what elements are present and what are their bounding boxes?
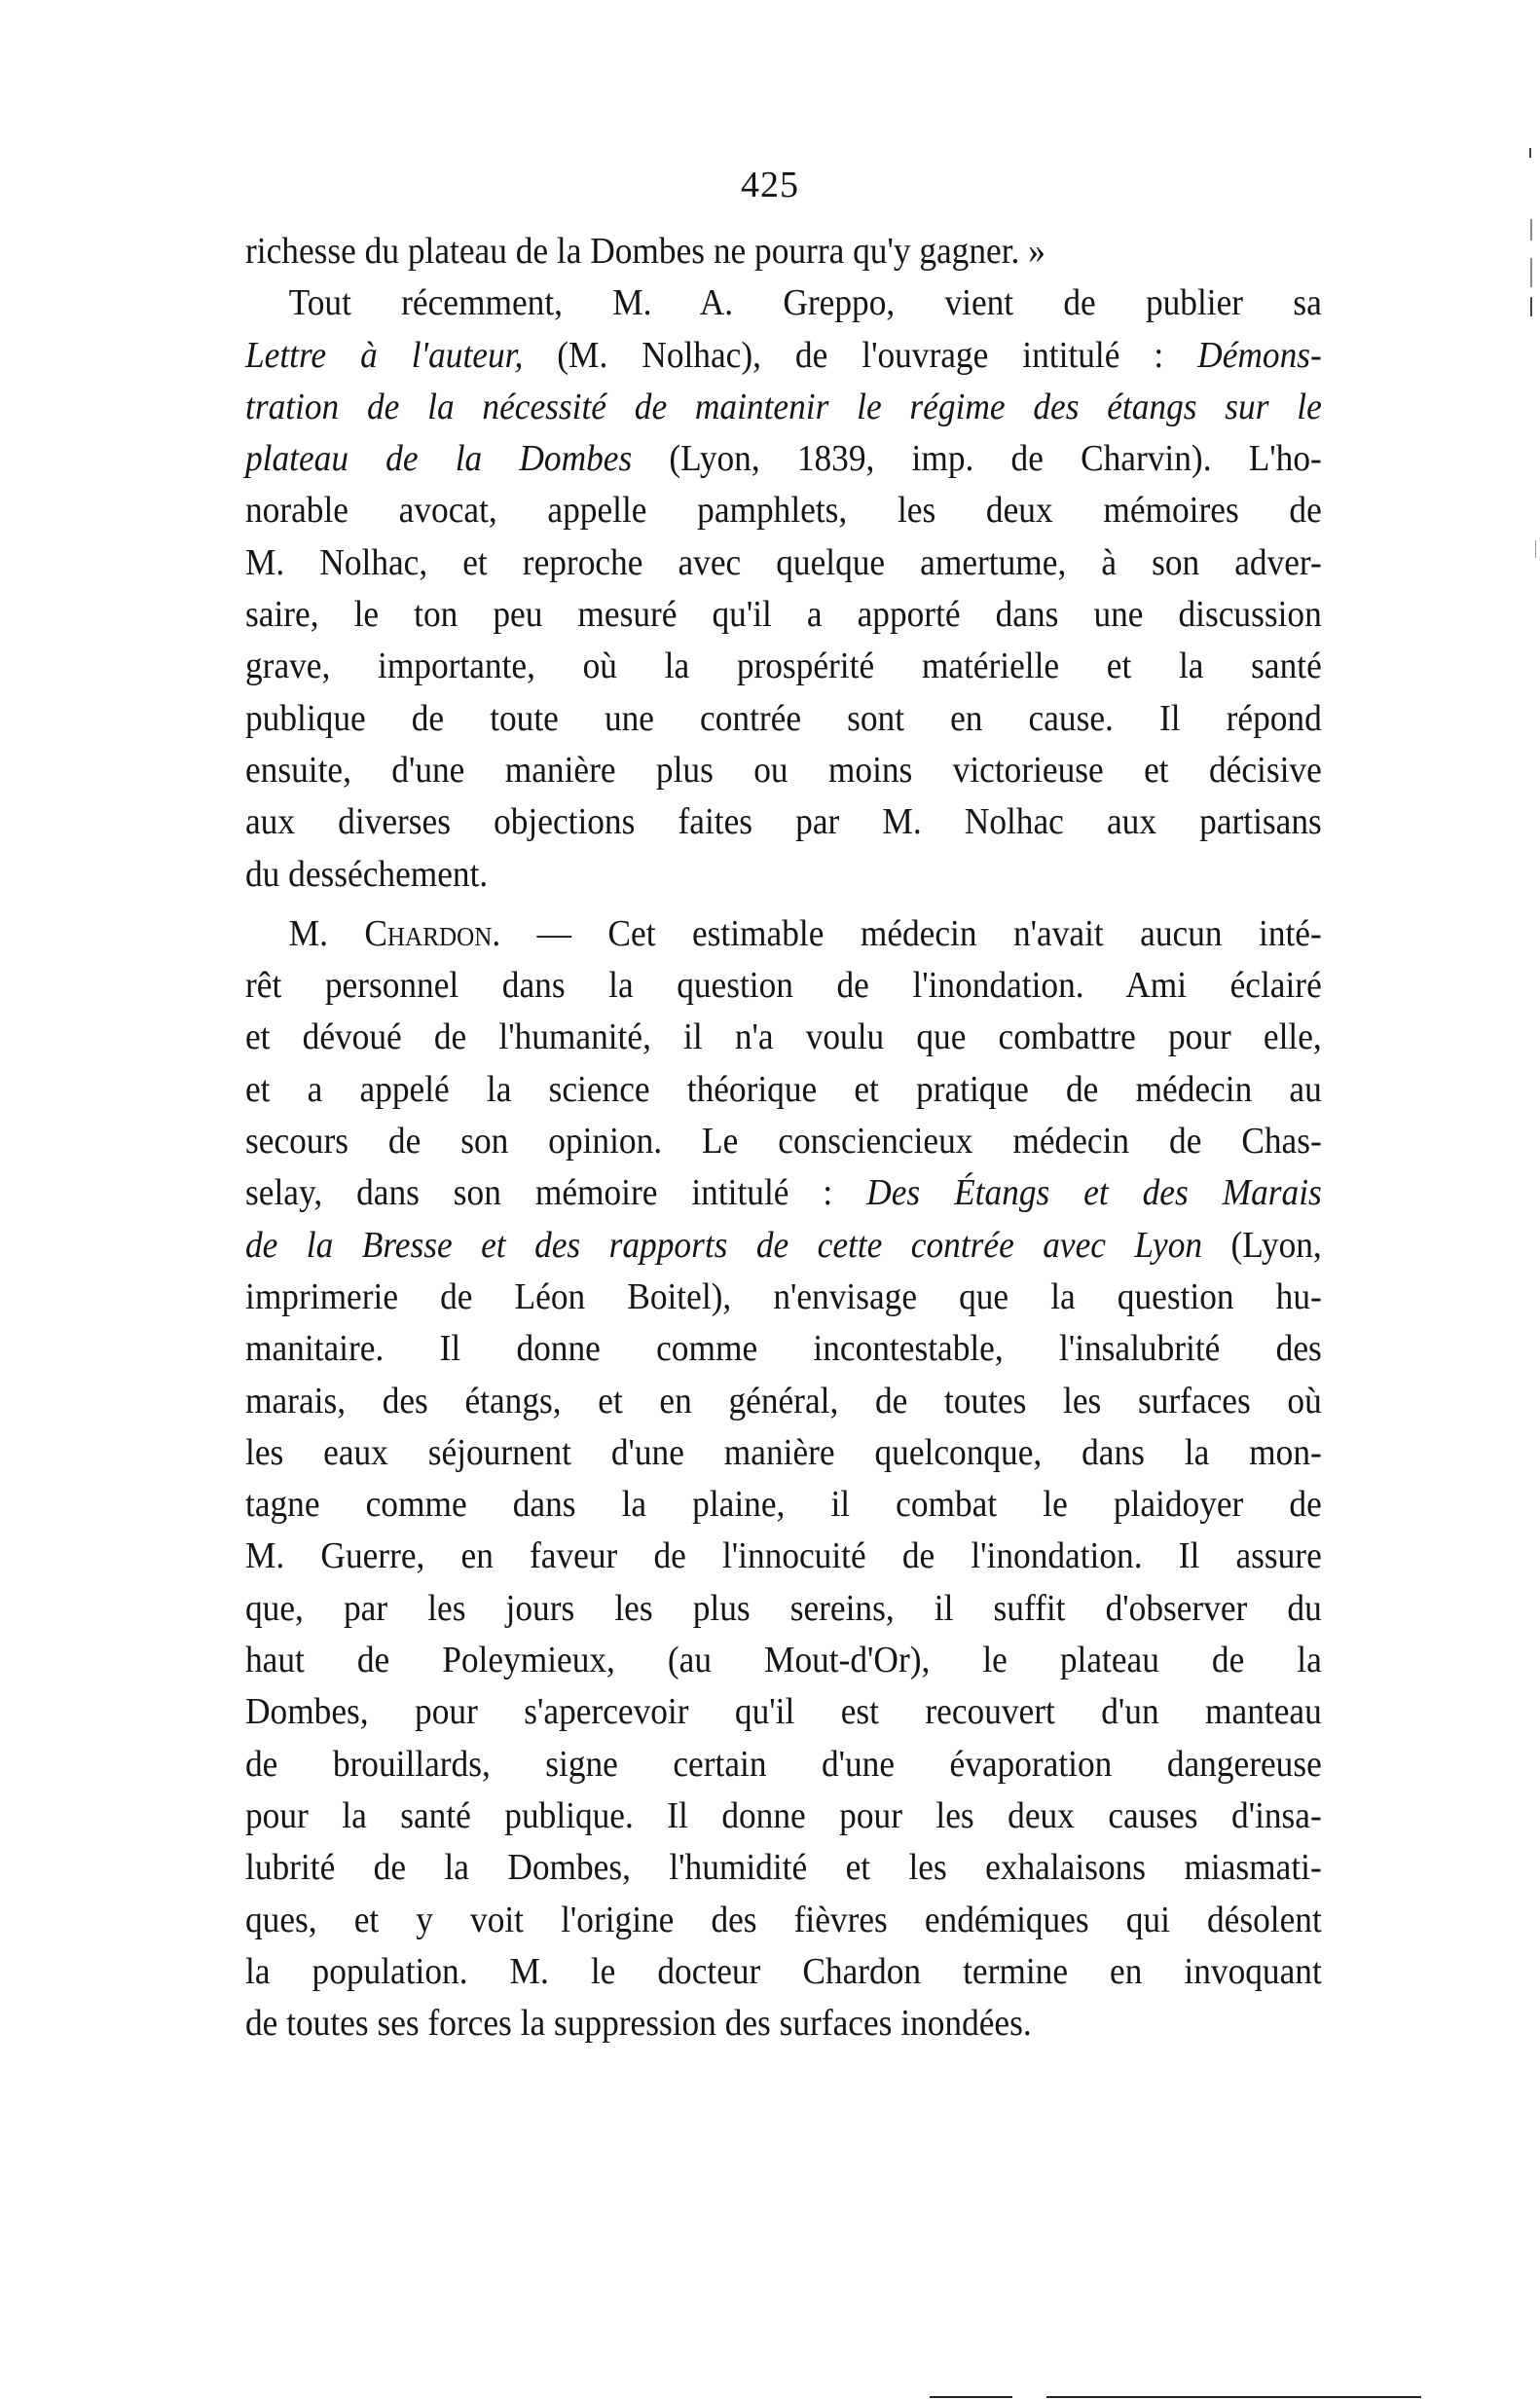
text-line — [245, 908, 1322, 960]
text-line — [245, 693, 1322, 745]
text-segment: (Lyon, — [1202, 1224, 1322, 1266]
text-segment: (Lyon, 1839, imp. de Charvin). L'ho- — [632, 438, 1322, 480]
text-segment: imprimerie de Léon Boitel), n'envisage que la question hu- — [245, 1275, 1322, 1317]
text-segment: selay, dans son mémoire intitulé : — [245, 1172, 867, 1214]
page-number: 425 — [741, 165, 799, 205]
text-segment: publique de toute une contrée sont en cause. Il répond — [245, 697, 1322, 739]
text-line — [245, 641, 1322, 692]
text-line — [245, 1635, 1322, 1686]
text-segment: tagne comme dans la plaine, il combat le plaidoyer de — [245, 1484, 1322, 1526]
text-line — [245, 796, 1322, 848]
text-segment: haut de Poleymieux, (au Mout-d'Or), le plateau de la — [245, 1640, 1322, 1681]
text-line — [245, 382, 1322, 433]
scan-edge-mark — [1530, 258, 1532, 287]
text-line — [245, 330, 1322, 382]
text-segment: norable avocat, appelle pamphlets, les deux mémoires de — [245, 490, 1322, 532]
text-line — [245, 485, 1322, 536]
text-line — [245, 1220, 1322, 1272]
text-line — [245, 226, 1322, 277]
text-segment: ensuite, d'une manière plus ou moins victorieuse et décisive — [245, 749, 1322, 791]
text-line — [245, 433, 1322, 485]
text-segment: grave, importante, où la prospérité matérielle et la santé — [245, 646, 1322, 687]
text-segment: du desséchement. — [245, 853, 489, 895]
text-line — [245, 277, 1322, 329]
scan-edge-mark — [1530, 297, 1532, 316]
body-text — [245, 226, 1322, 2049]
text-line — [245, 1739, 1322, 1791]
text-segment: marais, des étangs, et en général, de toutes les surfaces où — [245, 1380, 1322, 1422]
text-line — [245, 1427, 1322, 1479]
text-segment: richesse du plateau de la Dombes ne pourra qu'y gagner. » — [245, 231, 1045, 272]
italic-title-text: de la Bresse et des rapports de cette contrée avec Lyon — [245, 1224, 1203, 1266]
text-segment: saire, le ton peu mesuré qu'il a apporté dans une discussion — [245, 594, 1322, 636]
text-segment: les eaux séjournent d'une manière quelconque, dans la mon- — [245, 1431, 1322, 1473]
text-line — [245, 1064, 1322, 1116]
text-segment: lubrité de la Dombes, l'humidité et les exhalaisons miasmati- — [245, 1847, 1322, 1889]
text-line — [245, 1842, 1322, 1894]
text-line — [245, 1376, 1322, 1427]
bottom-rule-left — [930, 2396, 1012, 2398]
text-line — [245, 1583, 1322, 1635]
text-segment: la population. M. le docteur Chardon termine en invoquant — [245, 1950, 1322, 1992]
text-segment: M. — [288, 912, 365, 954]
text-line — [245, 1167, 1322, 1219]
italic-title-text: Des Étangs et des Marais — [866, 1172, 1322, 1214]
text-segment: rêt personnel dans la question de l'inondation. Ami éclairé — [245, 965, 1322, 1007]
italic-title-text: Démons- — [1197, 334, 1322, 376]
text-segment: manitaire. Il donne comme incontestable, l'insalubrité des — [245, 1328, 1322, 1370]
bottom-rule-right — [1046, 2396, 1421, 2398]
text-line — [245, 1479, 1322, 1531]
text-line — [245, 849, 1322, 901]
scan-edge-mark — [1530, 219, 1532, 240]
text-segment: Tout récemment, M. A. Greppo, vient de publier sa — [288, 282, 1322, 324]
text-line — [245, 1895, 1322, 1946]
small-caps-name: Chardon — [364, 912, 493, 954]
scan-edge-mark — [1535, 540, 1536, 558]
text-segment: (M. Nolhac), de l'ouvrage intitulé : — [523, 334, 1198, 376]
text-line — [245, 1531, 1322, 1582]
text-line — [245, 745, 1322, 796]
text-segment: pour la santé publique. Il donne pour les deux causes d'insa- — [245, 1794, 1322, 1836]
text-segment: et dévoué de l'humanité, il n'a voulu que combattre pour elle, — [245, 1016, 1322, 1058]
text-line — [245, 1323, 1322, 1375]
italic-title-text: tration de la nécessité de maintenir le régime des étangs sur le — [245, 386, 1322, 427]
italic-title-text: plateau de la Dombes — [245, 438, 633, 480]
text-line — [245, 537, 1322, 589]
text-segment: de brouillards, signe certain d'une évaporation dangereuse — [245, 1743, 1322, 1785]
text-segment: M. Nolhac, et reproche avec quelque amertume, à son adver- — [245, 541, 1322, 583]
text-line — [245, 589, 1322, 641]
text-segment: et a appelé la science théorique et pratique de médecin au — [245, 1068, 1322, 1110]
text-line — [245, 1272, 1322, 1323]
text-line — [245, 960, 1322, 1012]
text-segment: Dombes, pour s'apercevoir qu'il est recouvert d'un manteau — [245, 1691, 1322, 1733]
italic-title-text: Lettre à l'auteur, — [245, 334, 524, 376]
text-segment: ques, et y voit l'origine des fièvres endémiques qui désolent — [245, 1899, 1322, 1940]
text-segment: secours de son opinion. Le consciencieux médecin de Chas- — [245, 1121, 1322, 1163]
text-segment: aux diverses objections faites par M. Nolhac aux partisans — [245, 801, 1322, 843]
text-line — [245, 1791, 1322, 1842]
text-segment: de toutes ses forces la suppression des surfaces inondées. — [245, 2003, 1032, 2045]
text-segment: M. Guerre, en faveur de l'innocuité de l'inondation. Il assure — [245, 1535, 1322, 1577]
text-line — [245, 1012, 1322, 1063]
text-line — [245, 1116, 1322, 1167]
text-segment: . — Cet estimable médecin n'avait aucun inté- — [492, 912, 1322, 954]
text-line — [245, 1686, 1322, 1738]
text-line — [245, 1998, 1322, 2049]
text-line — [245, 1946, 1322, 1998]
scan-edge-mark — [1529, 148, 1531, 158]
text-segment: que, par les jours les plus sereins, il suffit d'observer du — [245, 1587, 1322, 1629]
